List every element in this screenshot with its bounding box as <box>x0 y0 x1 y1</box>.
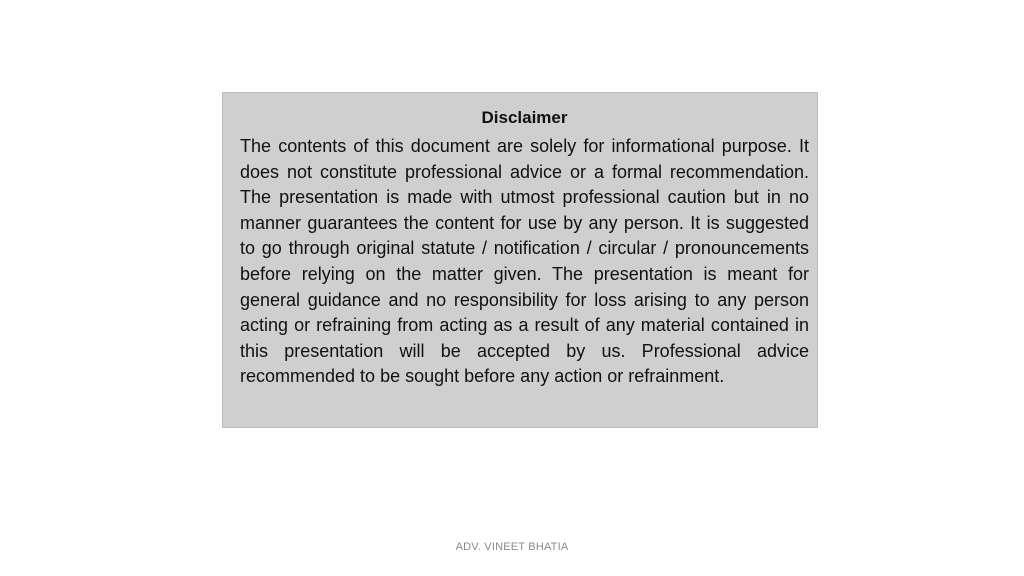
disclaimer-title: Disclaimer <box>481 108 568 127</box>
footer-author: ADV. VINEET BHATIA <box>455 541 569 553</box>
disclaimer-text: The contents of this document are solely for informational purpose. It does not constitute professional advice or a formal recommendation. The presentation is made with utmost professional caution but in no manner guarantees the content for use by any person. It is suggested to go through original statute / notification / circular / pronouncements before relying on the matter given. The presentation is meant for general guidance and no responsibility for loss arising to any person acting or refraining from acting as a result of any material contained in this presentation will be accepted by us. Professional advice recommended to be sought before any action or refrainment. <box>240 136 809 387</box>
disclaimer-box <box>222 92 818 428</box>
